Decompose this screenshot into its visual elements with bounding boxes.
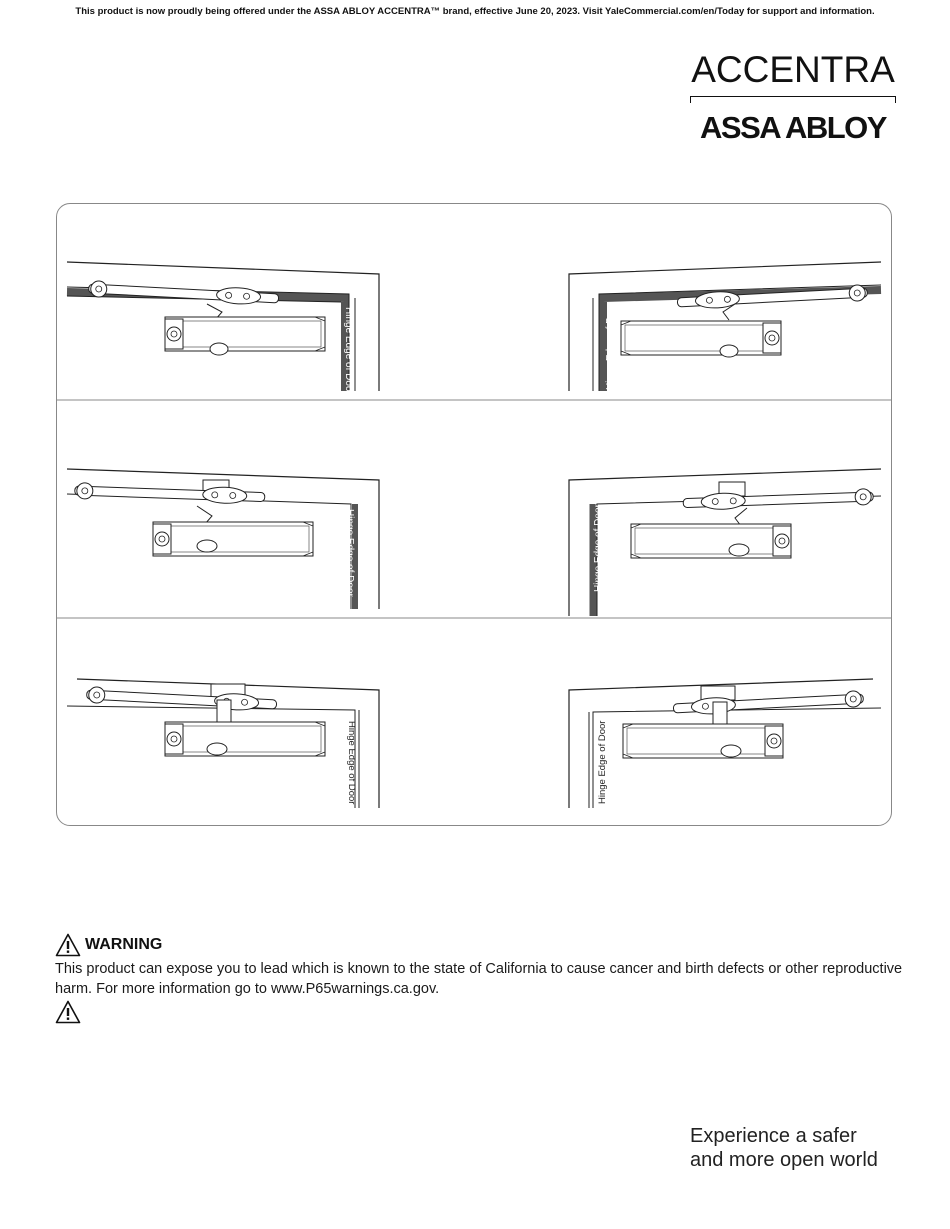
hinge-label: Hinge Edge of Door — [343, 307, 354, 395]
brand-secondary: ASSA ABLOY — [700, 110, 886, 145]
brand-tagline — [690, 1124, 910, 1172]
installation-diagrams-panel — [56, 203, 892, 826]
brand-primary: ACCENTRA — [691, 49, 895, 90]
warning-triangle-icon — [55, 933, 81, 957]
diagram-row1-left — [67, 262, 379, 396]
brand-logo — [690, 49, 896, 145]
top-notice: This product is now proudly being offered under the ASSA ABLOY ACCENTRA™ brand, effective June 20, 2023. Visit YaleCommercial.com/en/Today for support and information. — [75, 6, 875, 17]
warning-block — [55, 933, 905, 999]
diagram-row2-left — [67, 469, 379, 609]
warning-text: This product can expose you to lead which is known to the state of California to cause cancer and birth defects or other reproductive harm. For more information go to www.P65warnings.ca.gov. — [55, 961, 903, 997]
hinge-label: Hinge Edge of Door — [346, 721, 357, 805]
diagram-row3-left — [67, 679, 379, 808]
diagram-row3-right — [569, 679, 881, 808]
brand-divider — [690, 96, 896, 103]
hinge-label: Hinge Edge of Door — [593, 504, 604, 592]
diagram-row1-right — [569, 262, 881, 391]
diagram-row2-right — [569, 469, 881, 616]
hinge-label: Hinge Edge of Door — [344, 509, 355, 597]
tagline-line2: and more open world — [690, 1149, 878, 1171]
warning-triangle-icon — [55, 1000, 81, 1029]
hinge-label: Hinge Edge of Door — [597, 720, 608, 804]
warning-title: WARNING — [85, 936, 163, 953]
diagrams-svg — [57, 204, 891, 825]
hinge-label: Hinge Edge of Door — [605, 302, 616, 390]
tagline-line1: Experience a safer — [690, 1125, 857, 1147]
